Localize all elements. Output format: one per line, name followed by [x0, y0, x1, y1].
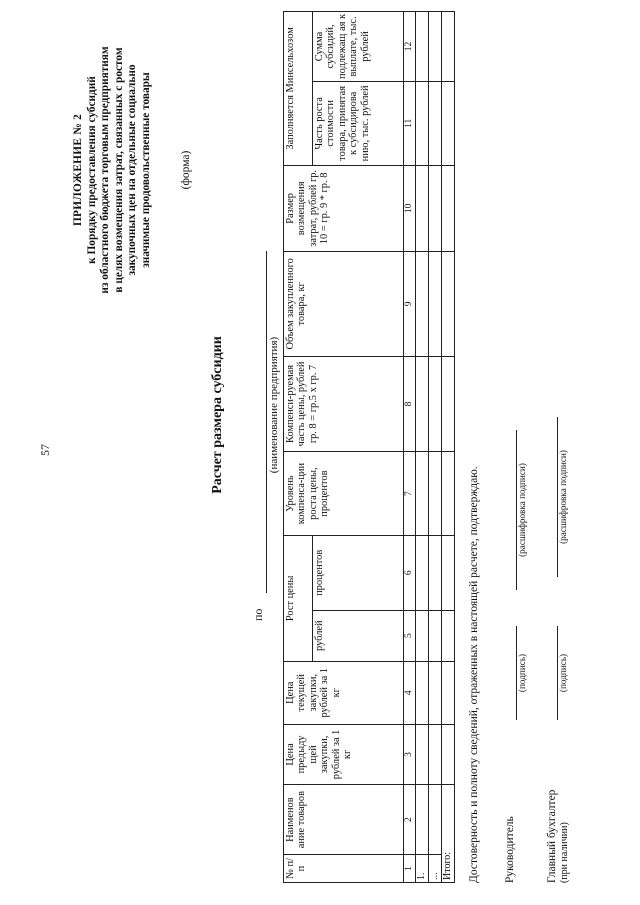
table-cell[interactable]	[442, 610, 455, 661]
col-header-price-growth: Рост цены	[284, 536, 313, 662]
total-row	[442, 12, 455, 883]
table-cell[interactable]	[429, 356, 442, 451]
table-header-row-1	[284, 12, 313, 883]
appendix-line-4: закупочных цен на отдельные социально	[126, 64, 139, 276]
col-number: 6	[404, 536, 416, 611]
table-cell[interactable]	[442, 536, 455, 611]
col-number: 11	[404, 81, 416, 165]
table-cell[interactable]	[416, 724, 429, 785]
table-cell[interactable]	[429, 251, 442, 356]
col-header-9: Объем закупленного товара, кг	[284, 251, 404, 356]
col-number: 3	[404, 724, 416, 785]
table-cell[interactable]	[442, 165, 455, 251]
table-cell[interactable]	[429, 536, 442, 611]
total-label: Итого:	[442, 785, 455, 883]
table-cell[interactable]	[416, 81, 429, 165]
table-cell[interactable]	[416, 251, 429, 356]
appendix-header	[72, 15, 154, 325]
table-cell[interactable]	[429, 661, 442, 724]
subsidy-calculation-table	[283, 11, 455, 883]
col-number: 5	[404, 610, 416, 661]
col-header-10: Размер возмещения затрат, рублей гр. 10 = гр. 9 * гр. 8	[284, 165, 404, 251]
col-header-8: Компенси-руемая часть цены, рублей гр. 8 = гр.5 x гр. 7	[284, 356, 404, 451]
table-row	[429, 12, 442, 883]
table-cell[interactable]	[416, 536, 429, 611]
table-cell[interactable]	[429, 724, 442, 785]
table-cell[interactable]	[416, 165, 429, 251]
document-title: Расчет размера субсидии	[210, 336, 225, 494]
po-label: по	[251, 608, 265, 621]
table-cell[interactable]	[416, 785, 429, 855]
head-decode-caption: (расшифровка подписи)	[517, 463, 527, 557]
accountant-decode-caption: (расшифровка подписи)	[558, 450, 568, 544]
enterprise-name-line[interactable]	[266, 251, 267, 593]
table-cell[interactable]	[429, 165, 442, 251]
enterprise-caption: (наименование предприятия)	[268, 336, 280, 474]
row-index: 1.	[416, 855, 429, 883]
appendix-title: ПРИЛОЖЕНИЕ № 2	[72, 113, 84, 227]
table-cell[interactable]	[442, 661, 455, 724]
col-number: 1	[404, 855, 416, 883]
column-number-row	[404, 12, 416, 883]
col-header-7: Уровень компенса-ции роста цены, процентов	[284, 452, 404, 536]
col-number: 7	[404, 452, 416, 536]
table-cell[interactable]	[429, 452, 442, 536]
col-number: 8	[404, 356, 416, 451]
col-number: 9	[404, 251, 416, 356]
appendix-line-1: к Порядку предоставления субсидий	[85, 76, 98, 264]
accountant-signature-caption: (подпись)	[558, 653, 568, 693]
col-number: 12	[404, 12, 416, 82]
col-header-4: Цена текущей закупки, рублей за 1 кг	[284, 661, 404, 724]
table-cell[interactable]	[429, 610, 442, 661]
accountant-label: Главный бухгалтер	[546, 789, 558, 883]
col-number: 10	[404, 165, 416, 251]
appendix-line-5: значимые продовольственные товары	[139, 72, 152, 268]
col-header-2: Наименов ание товаров	[284, 785, 404, 855]
table-cell[interactable]	[442, 724, 455, 785]
accountant-note: (при наличии)	[559, 822, 570, 883]
col-number: 2	[404, 785, 416, 855]
head-signature-caption: (подпись)	[517, 653, 527, 693]
table-cell[interactable]	[429, 12, 442, 82]
table-row	[416, 12, 429, 883]
col-header-12: Сумма субсидий, подлежащ ая к выплате, тыс. рублей	[313, 12, 404, 82]
table-cell[interactable]	[416, 452, 429, 536]
table-cell[interactable]	[442, 452, 455, 536]
col-header-5: рублей	[313, 610, 404, 661]
table-cell[interactable]	[442, 251, 455, 356]
col-header-1: № п/п	[284, 855, 404, 883]
page-number: 57	[38, 444, 52, 456]
col-header-11: Часть роста стоимости товара, принятая к субсидирова нию, тыс. рублей	[313, 81, 404, 165]
col-header-ministry: Заполняется Минсельхозом	[284, 12, 313, 166]
table-cell[interactable]	[416, 12, 429, 82]
table-cell[interactable]	[442, 356, 455, 451]
table-cell[interactable]	[416, 661, 429, 724]
col-header-3: Цена предыду щей закупки, рублей за 1 кг	[284, 724, 404, 785]
col-number: 4	[404, 661, 416, 724]
head-label: Руководитель	[504, 816, 516, 883]
table-cell[interactable]	[416, 356, 429, 451]
appendix-line-3: в целях возмещения затрат, связанных с ростом	[112, 47, 125, 293]
table-cell[interactable]	[429, 785, 442, 855]
table-cell[interactable]	[429, 81, 442, 165]
table-cell[interactable]	[442, 12, 455, 82]
table-cell[interactable]	[442, 81, 455, 165]
col-header-6: процентов	[313, 536, 404, 611]
confirmation-text: Достоверность и полноту сведений, отраженных в настоящей расчете, подтверждаю.	[468, 466, 480, 883]
appendix-line-2: из областного бюджета торговым предприятиям	[99, 46, 112, 294]
row-index: ...	[429, 855, 442, 883]
form-label: (форма)	[180, 150, 192, 190]
table-cell[interactable]	[416, 610, 429, 661]
